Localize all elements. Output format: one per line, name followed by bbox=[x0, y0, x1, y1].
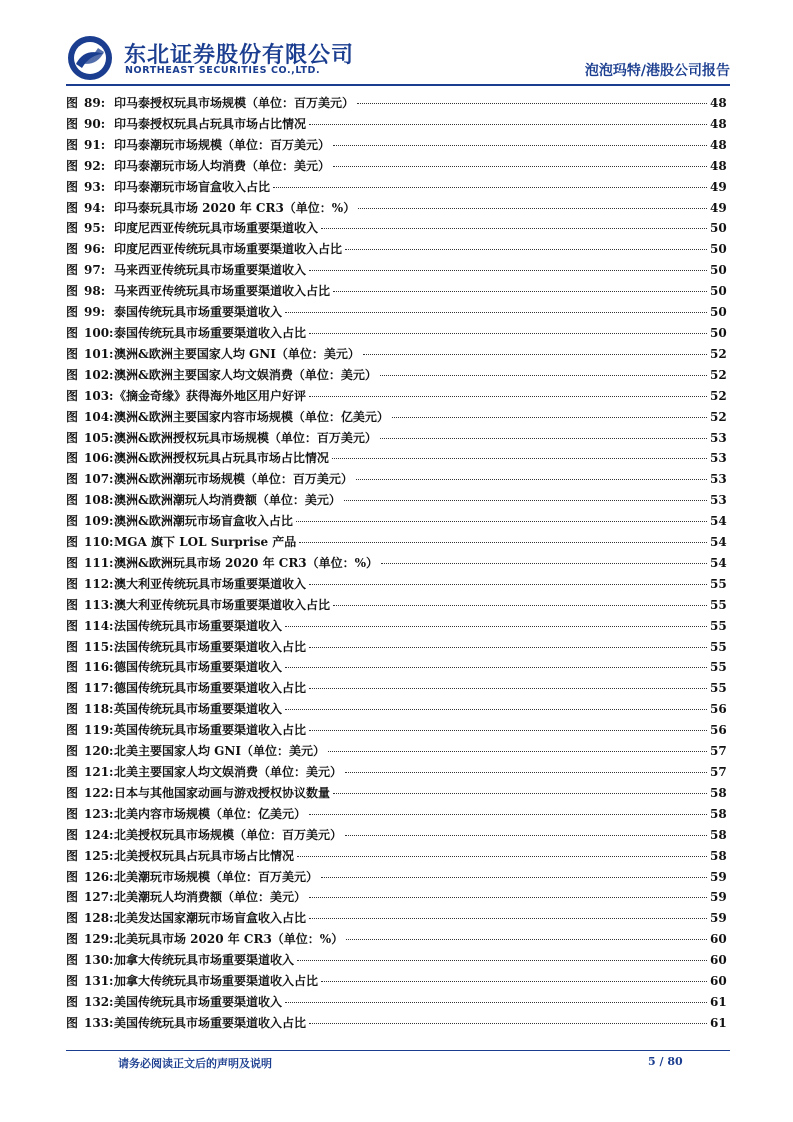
toc-entry-prefix: 图 bbox=[66, 660, 79, 675]
toc-entry-number: 126: bbox=[84, 869, 114, 884]
toc-entry-page: 53 bbox=[710, 430, 727, 445]
toc-entry-title: 北美发达国家潮玩市场盲盒收入占比 bbox=[114, 911, 307, 926]
toc-entry-page: 55 bbox=[710, 576, 727, 591]
toc-entry-prefix: 图 bbox=[66, 555, 79, 570]
toc-entry-prefix: 图 bbox=[66, 388, 79, 403]
toc-entry-page: 48 bbox=[710, 96, 727, 110]
toc-entry-number: 106: bbox=[84, 451, 114, 466]
toc-entry-number: 121: bbox=[84, 765, 114, 779]
toc-entry-title: 美国传统玩具市场重要渠道收入 bbox=[114, 994, 283, 1009]
toc-entry-page: 60 bbox=[710, 932, 727, 947]
toc-entry-title: 印马泰授权玩具市场规模（单位：百万美元） bbox=[114, 96, 355, 110]
toc-entry-prefix: 图 bbox=[66, 785, 79, 800]
toc-entry-page: 52 bbox=[710, 388, 727, 403]
toc-entry-prefix: 图 bbox=[66, 263, 79, 278]
toc-entry[interactable] bbox=[66, 888, 726, 909]
toc-entry-number: 92: bbox=[84, 158, 106, 173]
toc-entry-title: 英国传统玩具市场重要渠道收入 bbox=[114, 702, 283, 717]
toc-entry-prefix: 图 bbox=[66, 890, 79, 905]
toc-entry[interactable] bbox=[66, 700, 726, 721]
toc-entry-title: 北美主要国家人均 GNI（单位：美元） bbox=[114, 744, 326, 759]
toc-entry-leader bbox=[357, 103, 707, 104]
toc-entry-title: 美国传统玩具市场重要渠道收入占比 bbox=[114, 1015, 307, 1030]
toc-entry-prefix: 图 bbox=[66, 911, 79, 926]
toc-entry-leader bbox=[309, 333, 707, 334]
toc-entry-number: 93: bbox=[84, 179, 106, 194]
toc-entry-prefix: 图 bbox=[66, 493, 79, 508]
toc-entry-prefix: 图 bbox=[66, 242, 79, 257]
footer-divider bbox=[66, 1050, 730, 1051]
toc-entry-page: 59 bbox=[710, 911, 727, 926]
toc-entry-leader bbox=[321, 981, 707, 982]
toc-entry-page: 60 bbox=[710, 953, 727, 968]
toc-entry-title: 澳洲&欧洲潮玩人均消费额（单位：美元） bbox=[114, 493, 341, 508]
toc-entry-page: 53 bbox=[710, 451, 727, 466]
toc-entry-prefix: 图 bbox=[66, 472, 79, 487]
toc-entry-leader bbox=[309, 396, 707, 397]
toc-entry-leader bbox=[333, 291, 707, 292]
toc-entry-number: 123: bbox=[84, 806, 114, 821]
toc-entry-number: 109: bbox=[84, 514, 114, 529]
toc-entry[interactable] bbox=[66, 157, 726, 178]
toc-entry-page: 58 bbox=[710, 806, 727, 821]
toc-entry-prefix: 图 bbox=[66, 96, 79, 110]
toc-entry-page: 55 bbox=[710, 639, 727, 654]
toc-entry-number: 91: bbox=[84, 137, 106, 152]
toc-entry-leader bbox=[299, 542, 707, 543]
toc-entry-page: 59 bbox=[710, 890, 727, 905]
toc-entry-title: 北美潮玩市场规模（单位：百万美元） bbox=[114, 869, 319, 884]
toc-entry-page: 58 bbox=[710, 848, 727, 863]
toc-entry-number: 97: bbox=[84, 263, 106, 278]
toc-entry[interactable] bbox=[66, 219, 726, 240]
toc-entry[interactable] bbox=[66, 303, 726, 324]
toc-entry-prefix: 图 bbox=[66, 179, 79, 194]
toc-entry-prefix: 图 bbox=[66, 723, 79, 738]
toc-entry-title: 日本与其他国家动画与游戏授权协议数量 bbox=[114, 785, 331, 800]
toc-entry-page: 61 bbox=[710, 994, 727, 1009]
toc-entry-number: 128: bbox=[84, 911, 114, 926]
toc-entry-leader bbox=[309, 647, 707, 648]
toc-entry-leader bbox=[363, 354, 707, 355]
toc-entry-title: 澳大利亚传统玩具市场重要渠道收入 bbox=[114, 576, 307, 591]
toc-entry-title: 英国传统玩具市场重要渠道收入占比 bbox=[114, 723, 307, 738]
toc-entry-leader bbox=[309, 814, 707, 815]
toc-entry-leader bbox=[333, 166, 707, 167]
toc-entry-title: 北美授权玩具占玩具市场占比情况 bbox=[114, 848, 295, 863]
toc-entry-title: MGA 旗下 LOL Surprise 产品 bbox=[114, 535, 297, 550]
figure-list bbox=[66, 94, 726, 1035]
toc-entry-leader bbox=[309, 688, 707, 689]
toc-entry-title: 《摘金奇缘》获得海外地区用户好评 bbox=[114, 388, 307, 403]
toc-entry-page: 54 bbox=[710, 535, 727, 550]
toc-entry-leader bbox=[345, 772, 707, 773]
toc-entry-page: 50 bbox=[710, 325, 727, 340]
toc-entry-prefix: 图 bbox=[66, 514, 79, 529]
toc-entry-leader bbox=[345, 835, 707, 836]
toc-entry[interactable] bbox=[66, 449, 726, 470]
toc-entry-prefix: 图 bbox=[66, 974, 79, 989]
toc-entry-title: 德国传统玩具市场重要渠道收入 bbox=[114, 660, 283, 675]
toc-entry-prefix: 图 bbox=[66, 200, 79, 215]
toc-entry[interactable] bbox=[66, 136, 726, 157]
toc-entry-number: 89: bbox=[84, 96, 106, 110]
toc-entry-prefix: 图 bbox=[66, 284, 79, 299]
toc-entry-title: 印马泰潮玩市场盲盒收入占比 bbox=[114, 179, 271, 194]
toc-entry-leader bbox=[273, 187, 707, 188]
toc-entry-page: 53 bbox=[710, 493, 727, 508]
toc-entry-number: 102: bbox=[84, 367, 114, 382]
toc-entry[interactable] bbox=[66, 763, 726, 784]
toc-entry-number: 114: bbox=[84, 618, 114, 633]
toc-entry[interactable] bbox=[66, 366, 726, 387]
toc-entry[interactable] bbox=[66, 512, 726, 533]
toc-entry-page: 59 bbox=[710, 869, 727, 884]
toc-entry-number: 90: bbox=[84, 116, 106, 131]
toc-entry-number: 110: bbox=[84, 535, 114, 550]
toc-entry-page: 56 bbox=[710, 702, 727, 717]
toc-entry-page: 50 bbox=[710, 284, 727, 299]
toc-entry[interactable] bbox=[66, 1014, 726, 1035]
toc-entry-title: 泰国传统玩具市场重要渠道收入占比 bbox=[114, 325, 307, 340]
toc-entry-prefix: 图 bbox=[66, 116, 79, 131]
toc-entry-number: 122: bbox=[84, 785, 114, 800]
toc-entry-leader bbox=[321, 877, 707, 878]
toc-entry-page: 60 bbox=[710, 974, 727, 989]
page-number: 5 / 80 bbox=[648, 1055, 683, 1068]
toc-entry[interactable] bbox=[66, 533, 726, 554]
toc-entry-prefix: 图 bbox=[66, 158, 79, 173]
toc-entry-number: 115: bbox=[84, 639, 114, 654]
toc-entry-page: 50 bbox=[710, 263, 727, 278]
toc-entry-leader bbox=[344, 500, 707, 501]
toc-entry-leader bbox=[333, 145, 707, 146]
toc-entry-title: 法国传统玩具市场重要渠道收入占比 bbox=[114, 639, 307, 654]
toc-entry-page: 50 bbox=[710, 221, 727, 236]
toc-entry-leader bbox=[358, 208, 707, 209]
footer-disclaimer: 请务必阅读正文后的声明及说明 bbox=[118, 1057, 272, 1070]
toc-entry-title: 德国传统玩具市场重要渠道收入占比 bbox=[114, 681, 307, 696]
toc-entry-title: 加拿大传统玩具市场重要渠道收入 bbox=[114, 953, 295, 968]
toc-entry-leader bbox=[345, 249, 707, 250]
toc-entry-page: 50 bbox=[710, 305, 727, 320]
toc-entry-prefix: 图 bbox=[66, 535, 79, 550]
toc-entry-number: 127: bbox=[84, 890, 114, 905]
toc-entry-number: 101: bbox=[84, 346, 114, 361]
toc-entry-number: 133: bbox=[84, 1015, 114, 1030]
toc-entry-leader bbox=[309, 270, 707, 271]
toc-entry-leader bbox=[328, 751, 707, 752]
toc-entry-title: 北美内容市场规模（单位：亿美元） bbox=[114, 806, 307, 821]
toc-entry[interactable] bbox=[66, 387, 726, 408]
toc-entry-page: 61 bbox=[710, 1015, 727, 1030]
toc-entry-title: 北美潮玩人均消费额（单位：美元） bbox=[114, 890, 307, 905]
toc-entry-leader bbox=[285, 709, 707, 710]
toc-entry[interactable] bbox=[66, 345, 726, 366]
toc-entry-leader bbox=[297, 856, 707, 857]
toc-entry[interactable] bbox=[66, 554, 726, 575]
toc-entry-page: 55 bbox=[710, 618, 727, 633]
report-type-label: 泡泡玛特/港股公司报告 bbox=[584, 63, 730, 79]
toc-entry-number: 130: bbox=[84, 953, 114, 968]
header-divider bbox=[66, 84, 730, 86]
company-logo-icon bbox=[66, 34, 114, 82]
toc-entry-title: 澳洲&欧洲潮玩市场盲盒收入占比 bbox=[114, 514, 293, 529]
toc-entry-number: 117: bbox=[84, 681, 114, 696]
toc-entry[interactable] bbox=[66, 115, 726, 136]
toc-entry-title: 印马泰玩具市场 2020 年 CR3（单位：%） bbox=[114, 200, 356, 215]
toc-entry[interactable] bbox=[66, 951, 726, 972]
toc-entry-prefix: 图 bbox=[66, 305, 79, 320]
toc-entry-leader bbox=[333, 605, 707, 606]
toc-entry[interactable] bbox=[66, 909, 726, 930]
toc-entry-leader bbox=[309, 1023, 707, 1024]
toc-entry-leader bbox=[285, 1002, 707, 1003]
toc-entry-number: 132: bbox=[84, 994, 114, 1009]
toc-entry-number: 124: bbox=[84, 827, 114, 842]
toc-entry-number: 96: bbox=[84, 242, 106, 257]
toc-entry[interactable] bbox=[66, 491, 726, 512]
toc-entry-number: 94: bbox=[84, 200, 106, 215]
toc-entry-page: 53 bbox=[710, 472, 727, 487]
toc-entry-title: 马来西亚传统玩具市场重要渠道收入 bbox=[114, 263, 307, 278]
toc-entry-page: 56 bbox=[710, 723, 727, 738]
toc-entry[interactable] bbox=[66, 178, 726, 199]
toc-entry[interactable] bbox=[66, 972, 726, 993]
toc-entry-prefix: 图 bbox=[66, 848, 79, 863]
toc-entry-title: 泰国传统玩具市场重要渠道收入 bbox=[114, 305, 283, 320]
toc-entry-prefix: 图 bbox=[66, 827, 79, 842]
toc-entry-page: 55 bbox=[710, 660, 727, 675]
toc-entry-prefix: 图 bbox=[66, 932, 79, 947]
toc-entry[interactable] bbox=[66, 240, 726, 261]
toc-entry[interactable] bbox=[66, 784, 726, 805]
toc-entry-number: 98: bbox=[84, 284, 106, 299]
toc-entry-prefix: 图 bbox=[66, 618, 79, 633]
toc-entry-title: 澳洲&欧洲玩具市场 2020 年 CR3（单位：%） bbox=[114, 555, 379, 570]
toc-entry[interactable] bbox=[66, 408, 726, 429]
toc-entry-page: 49 bbox=[710, 179, 727, 194]
toc-entry-page: 48 bbox=[710, 116, 727, 131]
toc-entry-page: 52 bbox=[710, 346, 727, 361]
toc-entry-prefix: 图 bbox=[66, 806, 79, 821]
toc-entry-leader bbox=[285, 626, 707, 627]
toc-entry-number: 95: bbox=[84, 221, 106, 236]
toc-entry[interactable] bbox=[66, 575, 726, 596]
toc-entry-number: 116: bbox=[84, 660, 114, 675]
toc-entry-leader bbox=[332, 458, 707, 459]
toc-entry-number: 99: bbox=[84, 305, 106, 320]
toc-entry-page: 52 bbox=[710, 367, 727, 382]
page-header bbox=[0, 0, 793, 95]
toc-entry-number: 105: bbox=[84, 430, 114, 445]
toc-entry-prefix: 图 bbox=[66, 639, 79, 654]
toc-entry[interactable] bbox=[66, 721, 726, 742]
toc-entry-leader bbox=[309, 584, 707, 585]
toc-entry[interactable] bbox=[66, 930, 726, 951]
toc-entry-number: 129: bbox=[84, 932, 114, 947]
toc-entry-number: 118: bbox=[84, 702, 114, 717]
toc-entry-title: 澳洲&欧洲授权玩具市场规模（单位：百万美元） bbox=[114, 430, 377, 445]
toc-entry[interactable] bbox=[66, 617, 726, 638]
toc-entry-prefix: 图 bbox=[66, 681, 79, 696]
toc-entry-prefix: 图 bbox=[66, 869, 79, 884]
toc-entry-title: 北美授权玩具市场规模（单位：百万美元） bbox=[114, 827, 343, 842]
toc-entry-page: 50 bbox=[710, 242, 727, 257]
toc-entry-page: 54 bbox=[710, 514, 727, 529]
toc-entry-title: 加拿大传统玩具市场重要渠道收入占比 bbox=[114, 974, 319, 989]
toc-entry-title: 澳洲&欧洲主要国家人均文娱消费（单位：美元） bbox=[114, 367, 377, 382]
toc-entry-prefix: 图 bbox=[66, 1015, 79, 1030]
toc-entry-title: 澳洲&欧洲授权玩具占玩具市场占比情况 bbox=[114, 451, 329, 466]
toc-entry-prefix: 图 bbox=[66, 137, 79, 152]
toc-entry-leader bbox=[309, 897, 707, 898]
toc-entry-leader bbox=[333, 793, 707, 794]
toc-entry-page: 55 bbox=[710, 597, 727, 612]
toc-entry[interactable] bbox=[66, 596, 726, 617]
toc-entry-page: 55 bbox=[710, 681, 727, 696]
toc-entry-prefix: 图 bbox=[66, 325, 79, 340]
toc-entry-leader bbox=[309, 124, 707, 125]
toc-entry-page: 57 bbox=[710, 765, 727, 779]
toc-entry-leader bbox=[296, 521, 707, 522]
toc-entry[interactable] bbox=[66, 679, 726, 700]
toc-entry-leader bbox=[285, 667, 707, 668]
toc-entry-page: 48 bbox=[710, 158, 727, 173]
toc-entry-prefix: 图 bbox=[66, 430, 79, 445]
toc-entry-prefix: 图 bbox=[66, 576, 79, 591]
toc-entry-prefix: 图 bbox=[66, 994, 79, 1009]
toc-entry-leader bbox=[297, 960, 707, 961]
toc-entry-leader bbox=[309, 918, 707, 919]
toc-entry-title: 澳大利亚传统玩具市场重要渠道收入占比 bbox=[114, 597, 331, 612]
toc-entry-page: 52 bbox=[710, 409, 727, 424]
toc-entry-prefix: 图 bbox=[66, 367, 79, 382]
toc-entry-leader bbox=[381, 563, 707, 564]
toc-entry-leader bbox=[346, 939, 707, 940]
toc-entry-page: 49 bbox=[710, 200, 727, 215]
toc-entry-leader bbox=[309, 730, 707, 731]
toc-entry-number: 100: bbox=[84, 325, 114, 340]
toc-entry-page: 58 bbox=[710, 827, 727, 842]
toc-entry[interactable] bbox=[66, 638, 726, 659]
toc-entry[interactable] bbox=[66, 847, 726, 868]
toc-entry-title: 澳洲&欧洲潮玩市场规模（单位：百万美元） bbox=[114, 472, 353, 487]
toc-entry[interactable] bbox=[66, 282, 726, 303]
toc-entry-prefix: 图 bbox=[66, 409, 79, 424]
toc-entry-page: 58 bbox=[710, 785, 727, 800]
toc-entry-leader bbox=[380, 438, 707, 439]
toc-entry-leader bbox=[392, 417, 707, 418]
toc-entry-number: 108: bbox=[84, 493, 114, 508]
toc-entry-title: 印度尼西亚传统玩具市场重要渠道收入 bbox=[114, 221, 319, 236]
toc-entry[interactable] bbox=[66, 94, 726, 115]
toc-entry-number: 104: bbox=[84, 409, 114, 424]
toc-entry[interactable] bbox=[66, 429, 726, 450]
toc-entry-title: 北美玩具市场 2020 年 CR3（单位：%） bbox=[114, 932, 344, 947]
toc-entry[interactable] bbox=[66, 658, 726, 679]
toc-entry[interactable] bbox=[66, 805, 726, 826]
toc-entry-leader bbox=[380, 375, 707, 376]
toc-entry-title: 印马泰潮玩市场规模（单位：百万美元） bbox=[114, 137, 331, 152]
toc-entry-leader bbox=[356, 479, 707, 480]
toc-entry-prefix: 图 bbox=[66, 451, 79, 466]
company-name-en: NORTHEAST SECURITIES CO.,LTD. bbox=[125, 65, 321, 76]
toc-entry-leader bbox=[285, 312, 707, 313]
toc-entry-title: 马来西亚传统玩具市场重要渠道收入占比 bbox=[114, 284, 331, 299]
toc-entry[interactable] bbox=[66, 742, 726, 763]
toc-entry-title: 印度尼西亚传统玩具市场重要渠道收入占比 bbox=[114, 242, 343, 257]
toc-entry[interactable] bbox=[66, 470, 726, 491]
toc-entry-number: 131: bbox=[84, 974, 114, 989]
company-name-cn: 东北证券股份有限公司 bbox=[124, 43, 355, 68]
toc-entry-prefix: 图 bbox=[66, 953, 79, 968]
toc-entry-title: 澳洲&欧洲主要国家人均 GNI（单位：美元） bbox=[114, 346, 360, 361]
toc-entry-page: 54 bbox=[710, 555, 727, 570]
toc-entry-number: 111: bbox=[84, 555, 114, 570]
toc-entry[interactable] bbox=[66, 199, 726, 220]
toc-entry-title: 澳洲&欧洲主要国家内容市场规模（单位：亿美元） bbox=[114, 409, 389, 424]
toc-entry[interactable] bbox=[66, 261, 726, 282]
toc-entry-number: 103: bbox=[84, 388, 114, 403]
toc-entry-title: 印马泰潮玩市场人均消费（单位：美元） bbox=[114, 158, 331, 173]
toc-entry-number: 120: bbox=[84, 744, 114, 759]
toc-entry-number: 119: bbox=[84, 723, 114, 738]
toc-entry-title: 印马泰授权玩具占玩具市场占比情况 bbox=[114, 116, 307, 131]
toc-entry-number: 112: bbox=[84, 576, 114, 591]
toc-entry[interactable] bbox=[66, 324, 726, 345]
toc-entry-prefix: 图 bbox=[66, 346, 79, 361]
toc-entry-title: 北美主要国家人均文娱消费（单位：美元） bbox=[114, 765, 343, 779]
toc-entry-number: 107: bbox=[84, 472, 114, 487]
toc-entry[interactable] bbox=[66, 993, 726, 1014]
toc-entry-prefix: 图 bbox=[66, 702, 79, 717]
toc-entry-page: 48 bbox=[710, 137, 727, 152]
toc-entry-prefix: 图 bbox=[66, 221, 79, 236]
toc-entry[interactable] bbox=[66, 826, 726, 847]
toc-entry-leader bbox=[321, 228, 707, 229]
toc-entry-prefix: 图 bbox=[66, 597, 79, 612]
toc-entry-number: 125: bbox=[84, 848, 114, 863]
toc-entry-title: 法国传统玩具市场重要渠道收入 bbox=[114, 618, 283, 633]
toc-entry[interactable] bbox=[66, 868, 726, 889]
toc-entry-page: 57 bbox=[710, 744, 727, 759]
toc-entry-prefix: 图 bbox=[66, 765, 79, 779]
toc-entry-number: 113: bbox=[84, 597, 114, 612]
toc-entry-prefix: 图 bbox=[66, 744, 79, 759]
